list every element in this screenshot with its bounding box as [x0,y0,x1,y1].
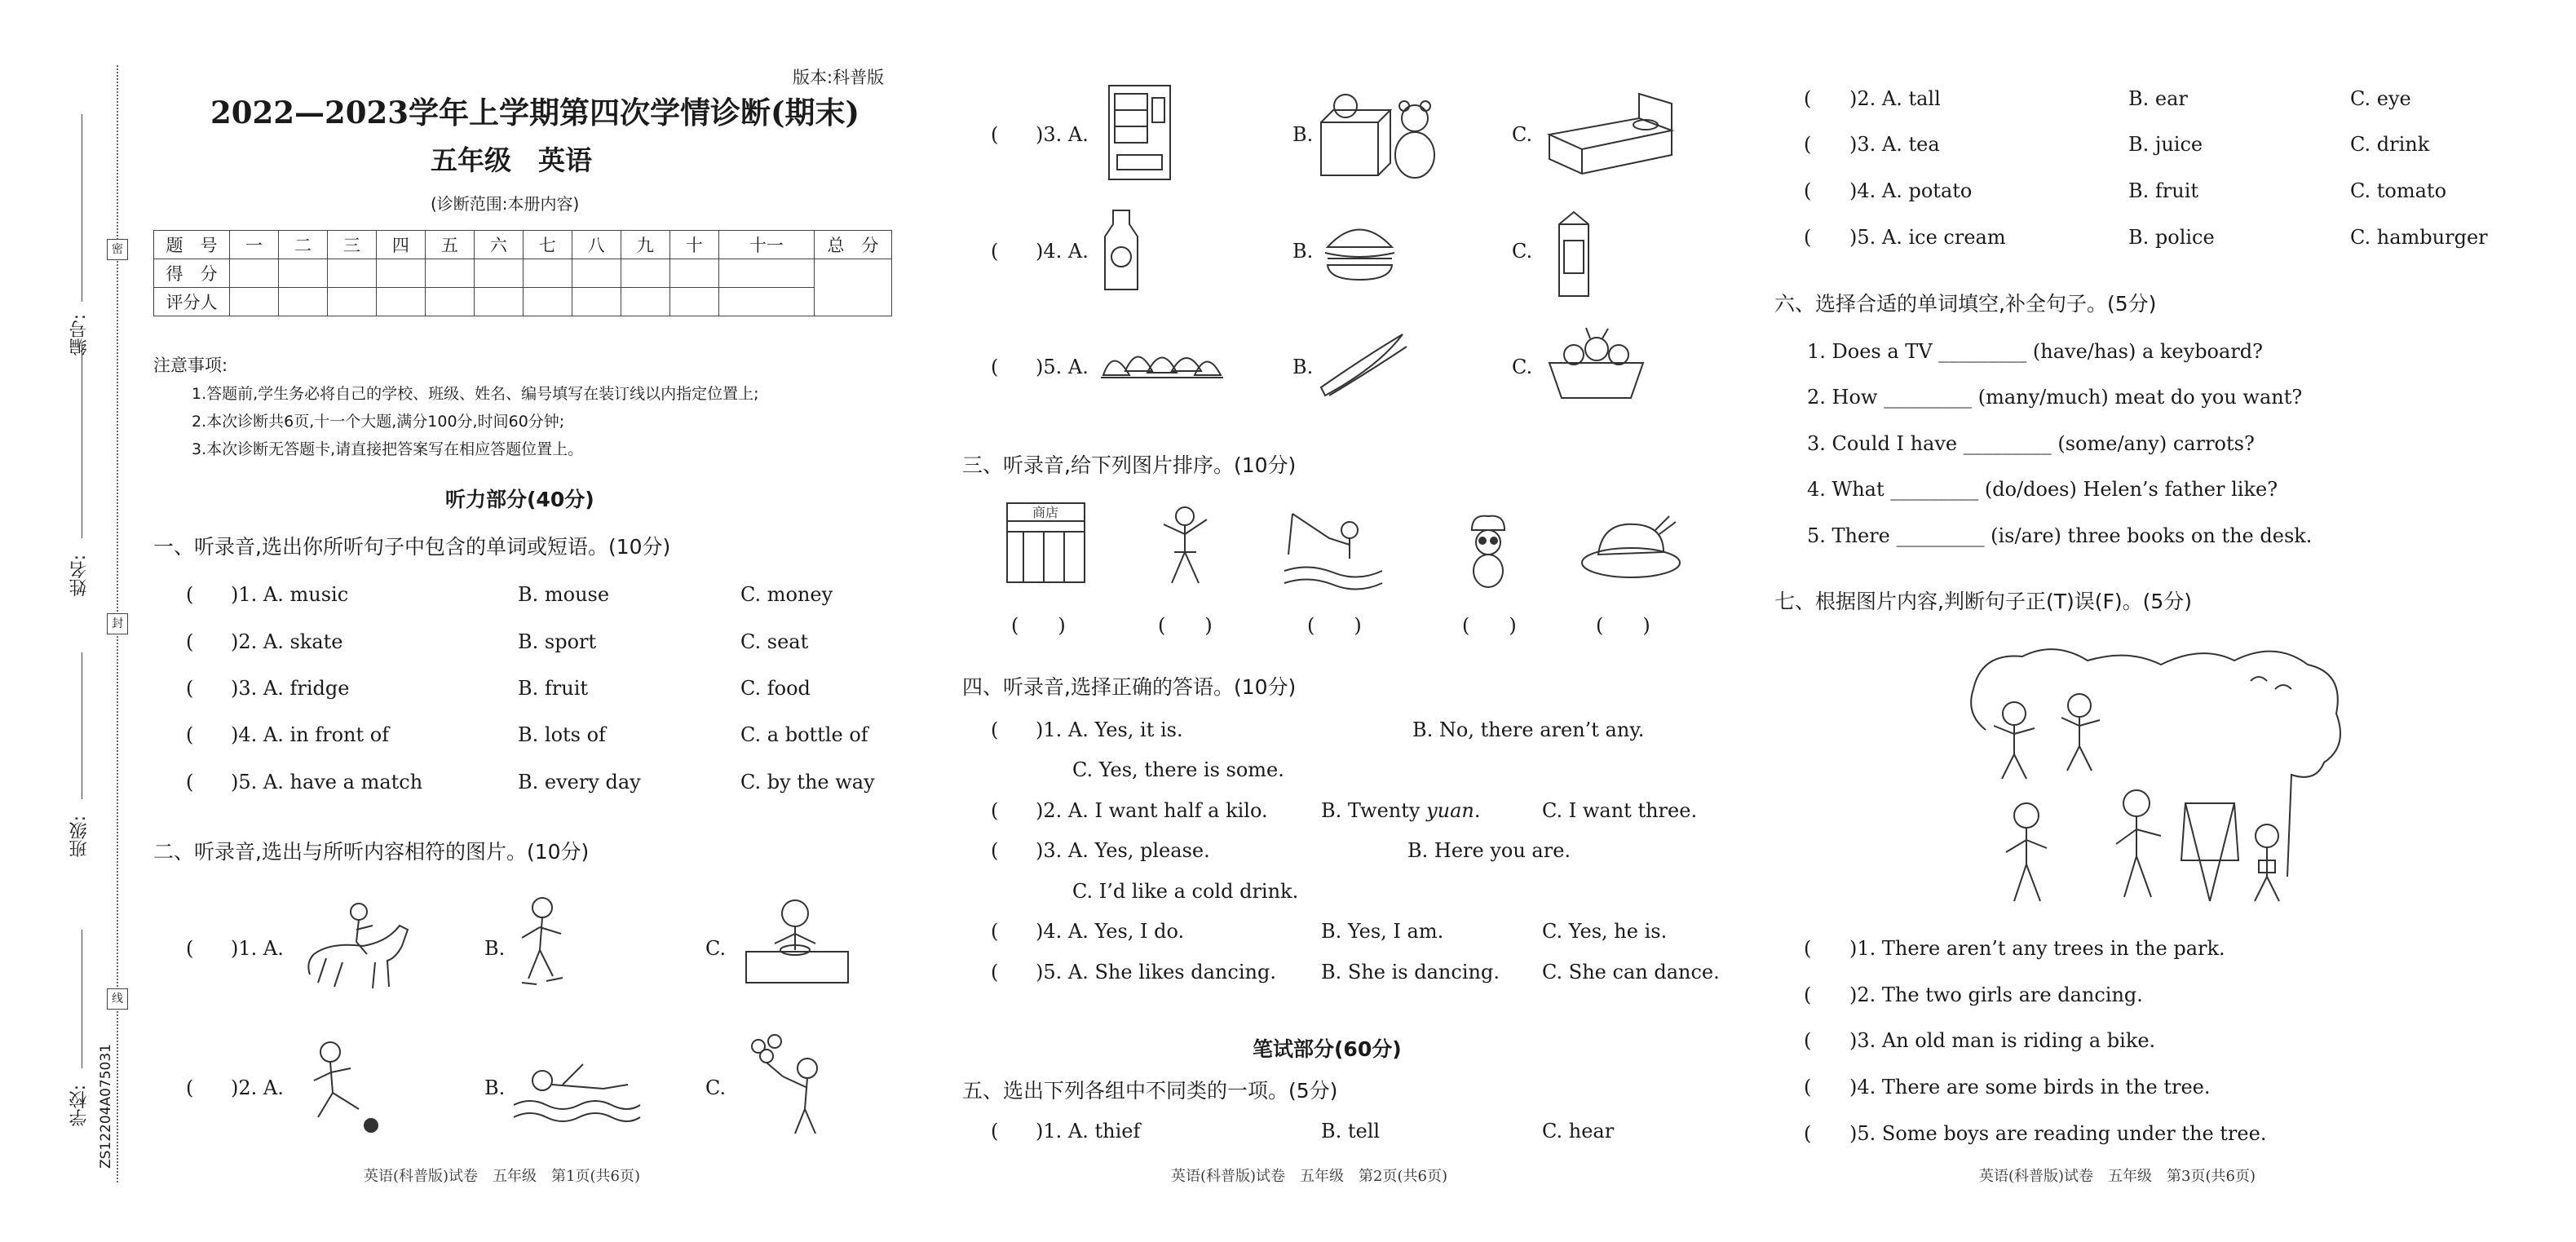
score-cell[interactable] [327,259,376,288]
option-b-italic: yuan [1426,799,1474,822]
fill-in-item[interactable]: 2. How _________ (many/much) meat do you want? [1807,386,2303,409]
score-cell[interactable] [230,259,279,288]
option-c: C. by the way [740,771,875,793]
score-cell[interactable] [621,259,669,288]
option-b: B. [1292,356,1314,378]
fill-in-item[interactable]: 1. Does a TV _________ (have/has) a keyboard? [1807,340,2264,363]
score-cell[interactable] [523,259,572,288]
option-b: B. Yes, I am. [1321,920,1444,943]
grader-row-label: 评分人 [154,288,230,316]
score-table-grader-row [154,288,892,316]
true-false-item: )2. The two girls are dancing. [1849,983,2143,1006]
roast-chicken-icon [1578,510,1684,583]
option-b: B. sport [518,630,597,653]
id-label: 编号: [69,314,90,356]
answer-paren[interactable]: ( [1804,133,1812,156]
version-label: 版本:科普版 [793,68,885,87]
notice-item: 1.答题前,学生务必将自己的学校、班级、姓名、编号填写在装订线以内指定位置上; [192,385,759,403]
option-a: )1. A. [231,937,284,960]
school-label: 学校: [69,1085,90,1127]
answer-paren[interactable]: ( [1804,983,1812,1006]
option-b: B. [1292,240,1314,263]
exam-code: ZS12204A075031 [98,1044,114,1169]
score-cell[interactable] [572,259,621,288]
order-blank[interactable]: ( ) [1462,614,1517,637]
answer-paren[interactable]: ( [991,1120,999,1143]
bed-icon [1541,86,1680,179]
section-1-title: 一、听录音,选出你所听句子中包含的单词或短语。(10分) [153,535,671,559]
answer-paren[interactable]: ( [1804,87,1812,110]
answer-paren[interactable]: ( [186,937,194,960]
answer-paren[interactable]: ( [991,920,999,943]
option-c: C. Yes, he is. [1542,920,1668,943]
option-a: )1. A. Yes, it is. [1036,718,1183,741]
binding-mark-xian: 线 [107,988,128,1010]
juice-carton-icon [1549,208,1598,302]
exam-subtitle: 五年级 英语 [431,144,592,176]
answer-paren[interactable]: ( [186,723,194,746]
total-score-cell[interactable] [815,259,892,316]
option-b: B. Here you are. [1407,839,1571,862]
option-a: )5. A. have a match [231,771,423,793]
order-blank[interactable]: ( ) [1307,614,1362,637]
score-row-label: 得 分 [154,259,230,288]
listening-part-title: 听力部分(40分) [445,488,594,511]
score-table-header: 五 [425,231,474,259]
score-table-header: 三 [327,231,376,259]
option-a: )3. A. fridge [231,677,350,700]
boy-swimming-icon [506,1048,644,1129]
boy-cooking-icon [738,893,852,999]
answer-paren[interactable]: ( [1804,226,1812,249]
option-b-end: . [1474,799,1481,822]
exam-title: 2022—2023学年上学期第四次学情诊断(期末) [210,95,859,130]
score-table [153,230,892,316]
shop-icon [999,499,1093,589]
option-a: )1. A. music [231,583,349,606]
class-label: 班级: [69,815,90,858]
score-cell[interactable] [718,259,814,288]
option-c: C. hear [1542,1120,1615,1143]
grader-cell[interactable] [376,288,425,316]
answer-paren[interactable]: ( [1804,937,1812,960]
boy-fishing-icon [1280,506,1386,591]
option-b: B. juice [2128,133,2203,156]
true-false-item: )5. Some boys are reading under the tree. [1849,1122,2267,1145]
score-table-header: 七 [523,231,572,259]
answer-paren[interactable]: ( [991,718,999,741]
score-table-header: 四 [376,231,425,259]
score-table-score-row [154,259,892,288]
option-b: B. police [2128,226,2215,249]
score-table-header: 题 号 [154,231,230,259]
page-1-footer: 英语(科普版)试卷 五年级 第1页(共6页) [364,1168,640,1185]
shop-sign-text: 商店 [1032,505,1059,520]
fill-in-item[interactable]: 5. There _________ (is/are) three books on the desk. [1807,524,2313,547]
milk-bottle-icon [1097,204,1146,298]
section-3-title: 三、听录音,给下列图片排序。(10分) [962,453,1297,477]
answer-paren[interactable]: ( [991,961,999,983]
score-table-header: 八 [572,231,621,259]
option-b: B. [484,1076,506,1099]
name-label: 姓名: [69,555,90,597]
fill-in-item[interactable]: 4. What _________ (do/does) Helen’s father like? [1807,478,2278,501]
option-a: )4. A. in front of [231,723,390,746]
option-b: B. ear [2128,87,2188,110]
option-c: C. [1512,356,1533,378]
exam-scope: (诊断范围:本册内容) [431,194,580,214]
option-c: C. [1512,240,1533,263]
option-c: C. tomato [2350,179,2447,202]
boy-with-flowers-icon [738,1032,836,1138]
beans-icon [1313,326,1411,404]
option-c: C. I want three. [1542,799,1698,822]
notice-item: 2.本次诊断共6页,十一个大题,满分100分,时间60分钟; [192,413,565,431]
order-blank[interactable]: ( ) [1011,614,1066,637]
answer-paren[interactable]: ( [186,677,194,700]
cakes-icon [1097,330,1227,391]
vegetable-basket-icon [1541,326,1651,404]
option-b [1321,798,1481,823]
grader-cell[interactable] [572,288,621,316]
answer-paren[interactable]: ( [1804,1076,1812,1098]
vending-machine-icon [1097,77,1182,188]
score-table-header: 十 [669,231,718,259]
option-c: C. money [740,583,833,606]
true-false-item: )4. There are some birds in the tree. [1849,1076,2211,1098]
option-c: C. [1512,123,1533,146]
option-b: B. fruit [2128,179,2199,202]
option-c: C. seat [740,630,809,653]
grader-cell[interactable] [621,288,669,316]
option-b: B. lots of [518,723,606,746]
panda-chef-icon [1460,510,1517,591]
option-b-text: B. Twenty [1321,799,1427,822]
option-c: C. eye [2350,87,2411,110]
fill-in-item[interactable]: 3. Could I have _________ (some/any) carrots? [1807,432,2255,455]
answer-paren[interactable]: ( [991,356,999,378]
binding-mark-mi: 密 [107,239,128,260]
order-blank[interactable]: ( ) [1596,614,1650,637]
section-6-title: 六、选择合适的单词填空,补全句子。(5分) [1774,292,2157,316]
option-b: B. every day [518,771,641,793]
score-table-header: 九 [621,231,669,259]
true-false-item: )3. An old man is riding a bike. [1849,1029,2156,1052]
binding-mark-feng: 封 [107,613,128,634]
grader-cell[interactable] [327,288,376,316]
option-a: )5. A. She likes dancing. [1036,961,1276,983]
page-3-footer: 英语(科普版)试卷 五年级 第3页(共6页) [1979,1168,2256,1185]
grader-cell[interactable] [523,288,572,316]
option-a: )4. A. [1036,240,1089,263]
answer-paren[interactable]: ( [1804,179,1812,202]
writing-part-title: 笔试部分(60分) [1253,1037,1402,1061]
answer-paren[interactable]: ( [991,240,999,263]
answer-paren[interactable]: ( [1804,1122,1812,1145]
option-a: )2. A. skate [231,630,343,653]
answer-paren[interactable]: ( [186,583,194,606]
score-table-header: 二 [278,231,327,259]
section-2-title: 二、听录音,选出与所听内容相符的图片。(10分) [153,840,590,864]
option-a: )1. A. thief [1036,1120,1141,1143]
score-cell[interactable] [474,259,523,288]
girl-dancing-icon [1154,502,1215,591]
score-cell[interactable] [278,259,327,288]
option-c: C. I’d like a cold drink. [1072,880,1299,903]
grader-cell[interactable] [230,288,279,316]
option-a: )2. A. I want half a kilo. [1036,799,1268,822]
score-table-header: 十一 [718,231,814,259]
option-b: B. mouse [518,583,610,606]
section-7-title: 七、根据图片内容,判断句子正(T)误(F)。(5分) [1774,590,2193,613]
option-a: )4. A. potato [1849,179,1973,202]
option-a: )3. A. tea [1849,133,1940,156]
option-c: C. She can dance. [1542,961,1720,983]
notice-title: 注意事项: [153,356,228,375]
score-table-header: 六 [474,231,523,259]
option-c: C. [705,1076,727,1099]
score-cell[interactable] [669,259,718,288]
option-c: C. Yes, there is some. [1072,758,1284,781]
option-c: C. hamburger [2350,226,2488,249]
score-cell[interactable] [425,259,474,288]
option-a: )4. A. Yes, I do. [1036,920,1185,943]
answer-paren[interactable]: ( [991,799,999,822]
toy-box-and-bear-icon [1313,82,1447,183]
true-false-item: )1. There aren’t any trees in the park. [1849,937,2225,960]
answer-paren[interactable]: ( [186,1076,194,1099]
answer-paren[interactable]: ( [186,771,194,793]
section-4-title: 四、听录音,选择正确的答语。(10分) [962,675,1297,699]
page-2-footer: 英语(科普版)试卷 五年级 第2页(共6页) [1171,1168,1447,1185]
score-cell[interactable] [376,259,425,288]
option-a: )5. A. ice cream [1849,226,2006,249]
score-table-header: 一 [230,231,279,259]
option-c: C. [705,937,727,960]
answer-paren[interactable]: ( [186,630,194,653]
answer-paren[interactable]: ( [1804,1029,1812,1052]
option-c: C. food [740,677,811,700]
option-c: C. a bottle of [740,723,868,746]
option-a: )3. A. [1036,123,1089,146]
option-b: B. fruit [518,677,589,700]
grader-cell[interactable] [425,288,474,316]
answer-paren[interactable]: ( [991,123,999,146]
section-5-title: 五、选出下列各组中不同类的一项。(5分) [962,1079,1338,1103]
grader-cell[interactable] [474,288,523,316]
grader-cell[interactable] [718,288,814,316]
option-a: )5. A. [1036,356,1089,378]
option-c: C. drink [2350,133,2430,156]
hamburger-icon [1321,216,1398,285]
grader-cell[interactable] [278,288,327,316]
option-a: )2. A. tall [1849,87,1941,110]
option-b: B. She is dancing. [1321,961,1500,983]
grader-cell[interactable] [669,288,718,316]
boy-kicking-ball-icon [294,1036,383,1138]
option-b: B. tell [1321,1120,1381,1143]
option-b: B. No, there aren’t any. [1412,718,1645,741]
score-table-header-row [154,231,892,259]
order-blank[interactable]: ( ) [1158,614,1213,637]
option-b: B. [484,937,506,960]
answer-paren[interactable]: ( [991,839,999,862]
option-b: B. [1292,123,1314,146]
notice-item: 3.本次诊断无答题卡,请直接把答案写在相应答题位置上。 [192,440,584,458]
park-scene-icon [1965,640,2348,917]
girl-on-horse-icon [298,897,420,999]
girl-skating-icon [497,893,587,999]
option-a: )2. A. [231,1076,284,1099]
score-table-header: 总 分 [815,231,892,259]
option-a: )3. A. Yes, please. [1036,839,1210,862]
